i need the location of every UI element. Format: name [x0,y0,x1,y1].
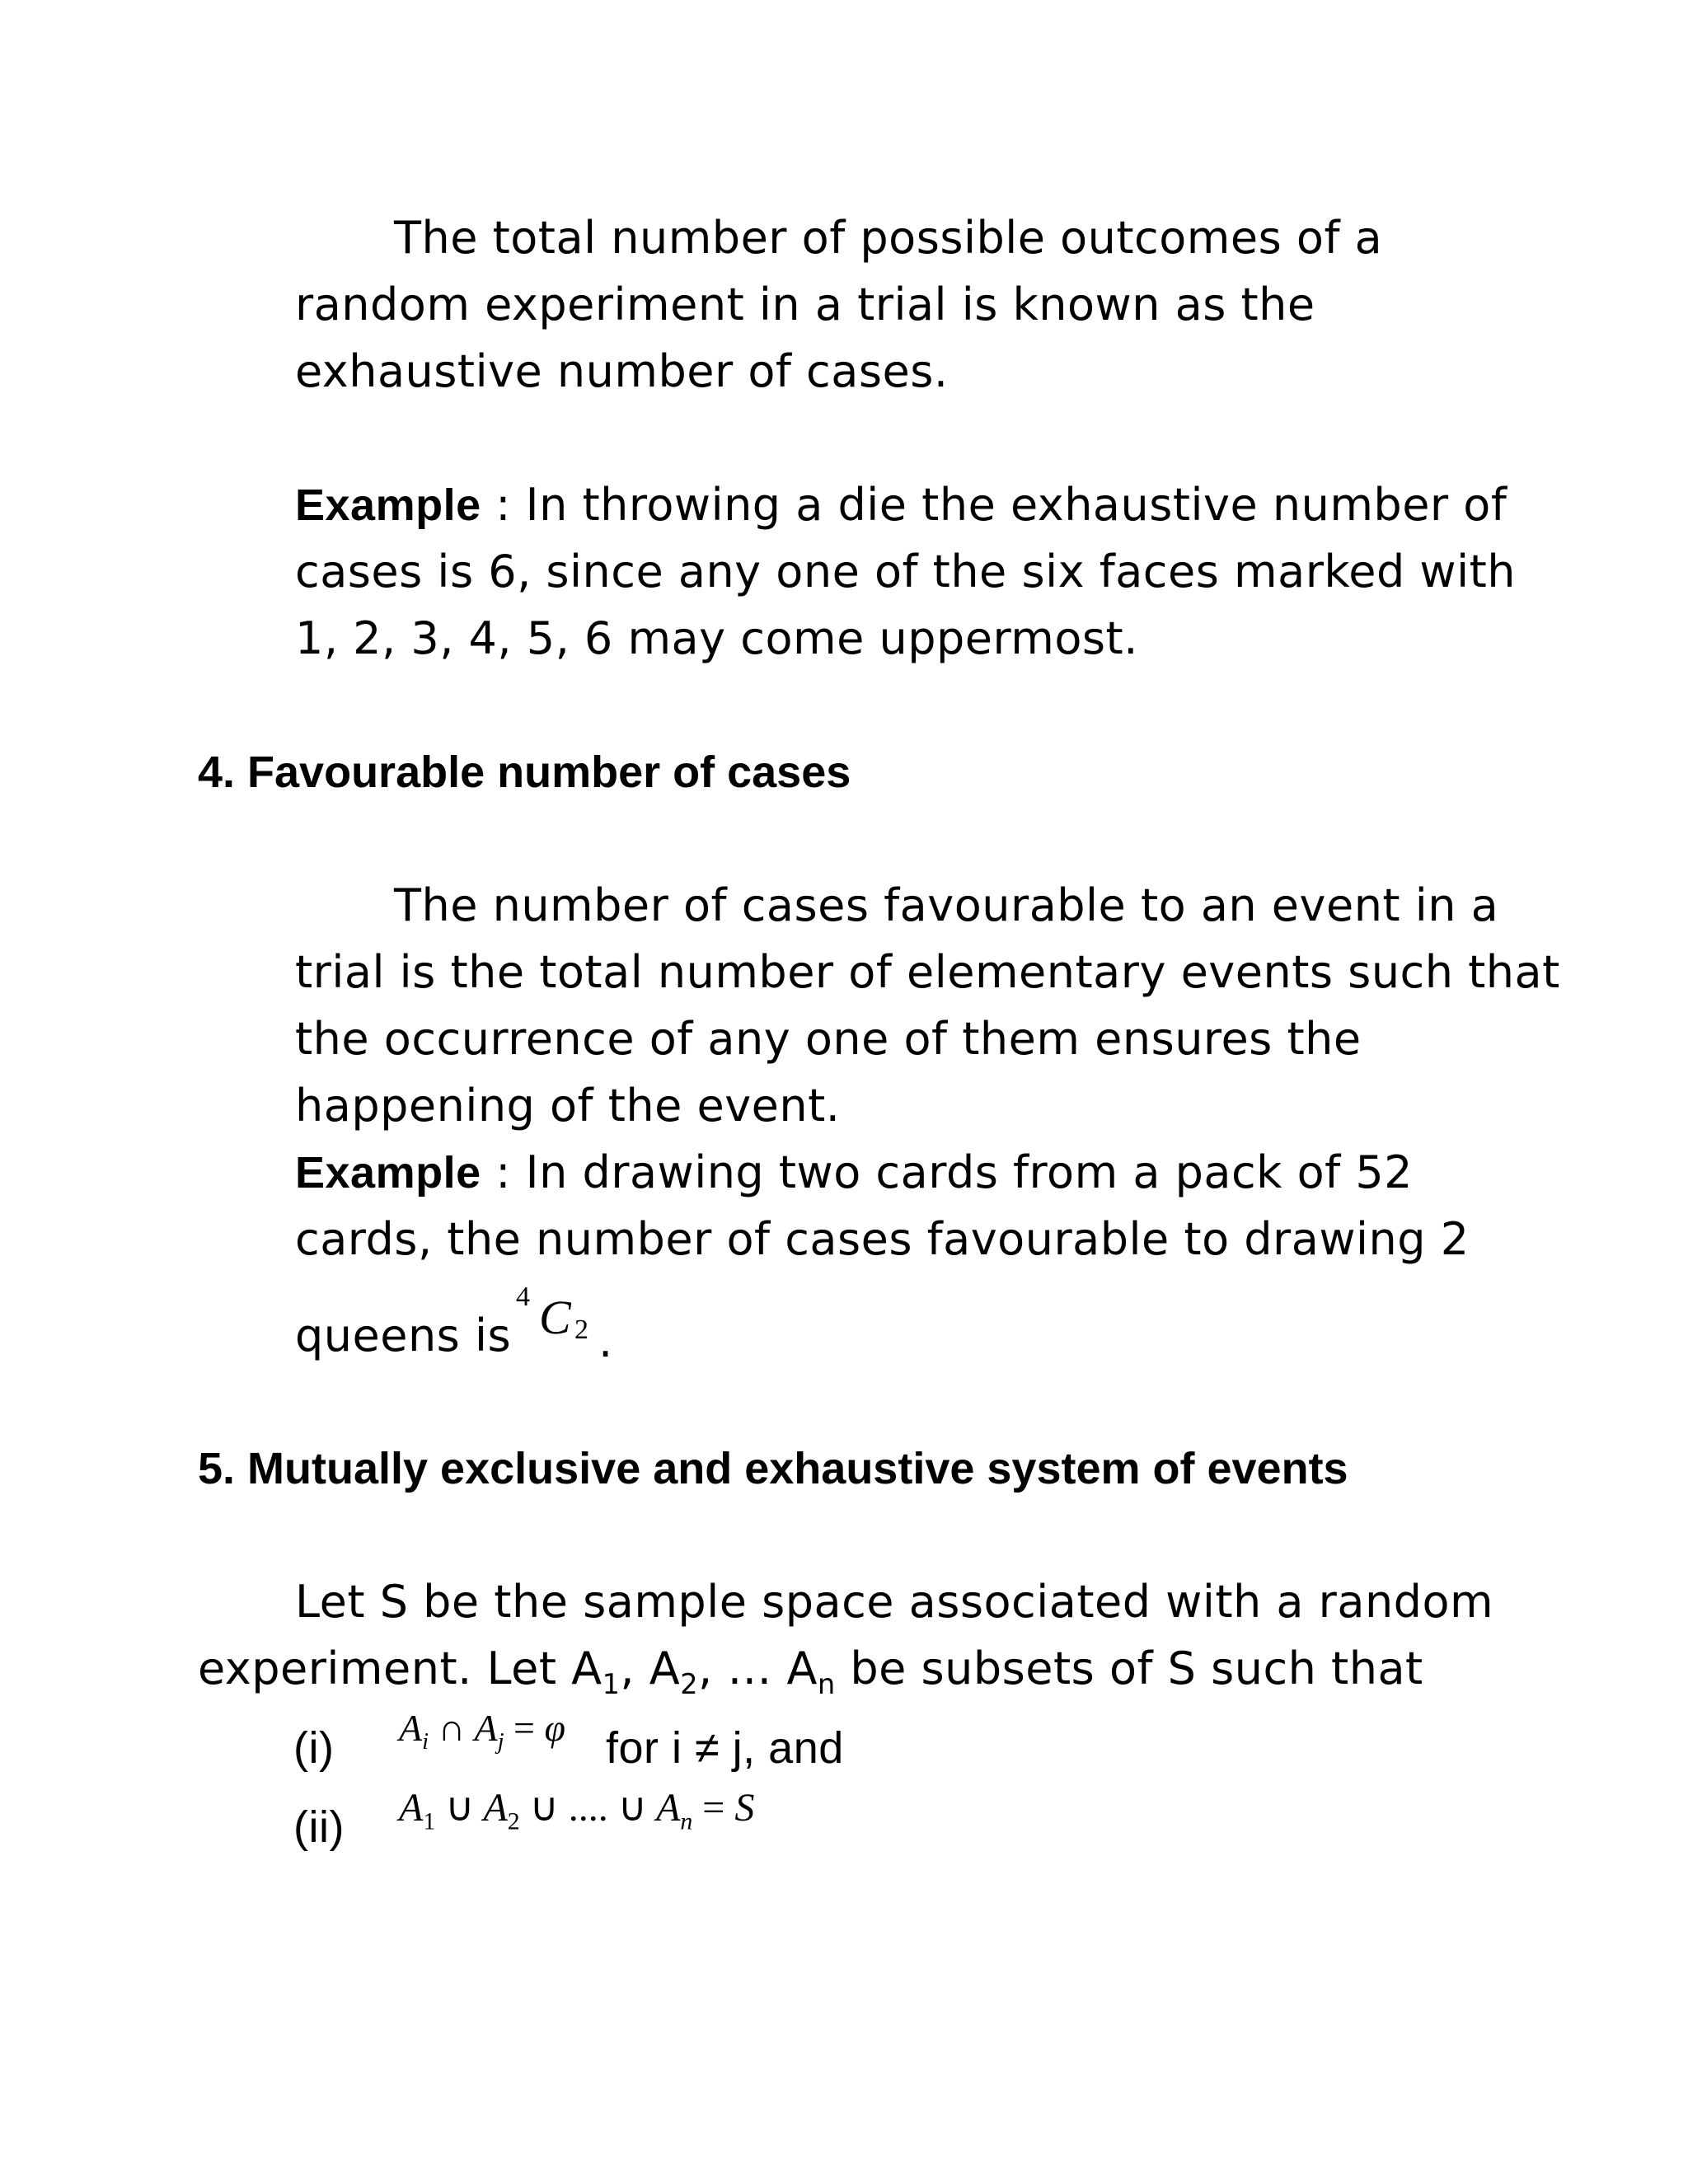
union-formula: $A_1$ ∪ $A_2$ ∪ .... ∪ $A_n = S$ [399,1786,755,1835]
formula-subscript: 2 [574,1315,588,1345]
example-text: : In drawing two cards from a pack of 52 [481,1146,1414,1198]
example-label: Example [295,480,481,530]
formula-superscript: 4 [516,1282,530,1312]
example-line [295,479,1507,531]
example-line: queens is [295,1310,512,1361]
intersection-formula: $A_i$ ∩ $A_j = \varphi$ [399,1707,565,1755]
paragraph-line: random experiment in a trial is known as the [295,279,1315,330]
example-line: cards, the number of cases favourable to drawing 2 [295,1213,1470,1265]
subscript: 1 [602,1667,621,1700]
subscript: 2 [680,1667,698,1700]
condition-label: (i) [293,1723,335,1773]
paragraph-line: The number of cases favourable to an event in a [394,879,1499,931]
paragraph-line: The total number of possible outcomes of a [394,212,1383,264]
example-line [295,1146,1414,1198]
combination-formula [511,1282,635,1367]
paragraph-line: happening of the event. [295,1080,841,1132]
subscript: n [817,1667,836,1700]
text-part: be subsets of S such that [835,1643,1423,1694]
text-part: experiment. Let A [198,1643,603,1694]
condition-label: (ii) [293,1802,345,1852]
paragraph-line [198,1643,1423,1700]
condition-text: for i ≠ j, and [606,1723,844,1773]
paragraph-line: trial is the total number of elementary events such that [295,946,1560,998]
text-part: , A [620,1643,681,1694]
formula-period: . [598,1315,613,1367]
example-label: Example [295,1148,481,1197]
paragraph-line: exhaustive number of cases. [295,345,949,397]
example-line: cases is 6, since any one of the six faces marked with [295,546,1516,598]
section-heading: 5. Mutually exclusive and exhaustive system of events [198,1444,1348,1493]
paragraph-line: Let S be the sample space associated with a random [295,1576,1494,1628]
paragraph-line: the occurrence of any one of them ensures the [295,1013,1362,1065]
formula-c: C [539,1291,571,1344]
text-part: , … A [698,1643,818,1694]
example-text: : In throwing a die the exhaustive number of [481,479,1507,531]
example-line: 1, 2, 3, 4, 5, 6 may come uppermost. [295,612,1138,664]
section-heading: 4. Favourable number of cases [198,748,851,797]
